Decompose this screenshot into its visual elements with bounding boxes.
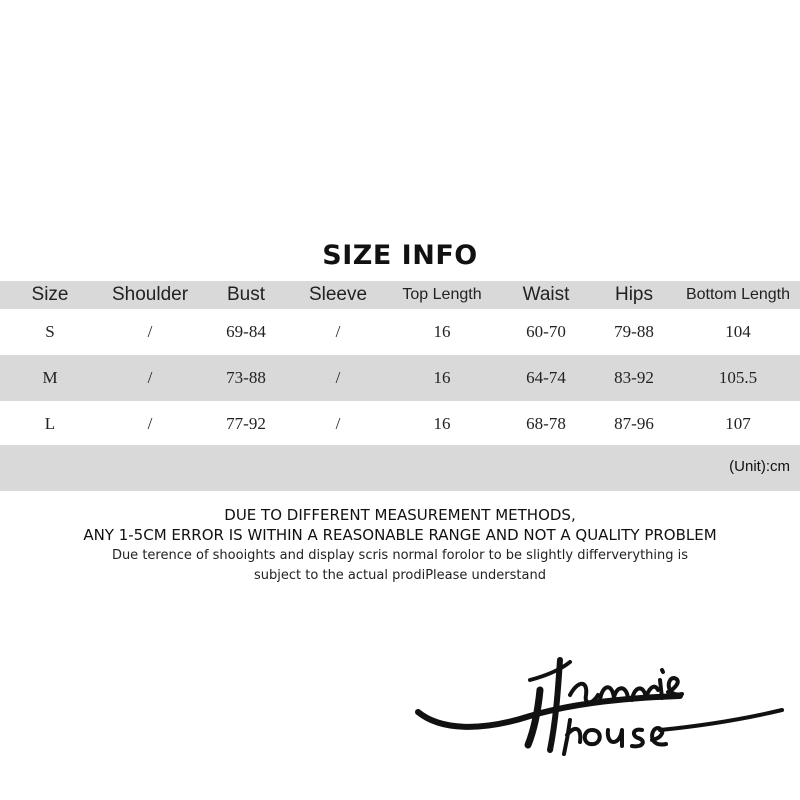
cell-hips: 87-96 (614, 414, 654, 433)
notice-line-2: ANY 1-5CM ERROR IS WITHIN A REASONABLE RANGE AND NOT A QUALITY PROBLEM (83, 526, 717, 544)
header-sleeve: Sleeve (292, 281, 384, 309)
cell-size: L (44, 414, 56, 433)
cell-bottom-length: 107 (725, 414, 751, 433)
measurement-notice (0, 505, 800, 545)
table-header-row (0, 281, 800, 309)
cell-size: S (45, 322, 55, 341)
header-bottom-length: Bottom Length (676, 281, 800, 309)
unit-label: (Unit):cm (729, 458, 790, 475)
page-title: SIZE INFO (322, 240, 478, 271)
cell-waist: 64-74 (500, 355, 592, 401)
disclaimer-line-1: Due terence of shooights and display scris normal forolor to be slightly differverything is (111, 548, 689, 563)
brand-logo (410, 650, 790, 760)
cell-top-length: 16 (384, 355, 500, 401)
cell-top-length: 16 (433, 322, 451, 341)
size-table (0, 281, 800, 447)
cell-waist: 68-78 (526, 414, 566, 433)
cell-shoulder: / (147, 322, 153, 341)
cell-sleeve: / (335, 414, 341, 433)
header-top-length: Top Length (384, 281, 500, 309)
cell-shoulder: / (100, 355, 200, 401)
cell-hips: 79-88 (614, 322, 654, 341)
table-row (0, 355, 800, 401)
header-bust: Bust (200, 281, 292, 309)
header-shoulder: Shoulder (100, 281, 200, 309)
cell-bust: 77-92 (226, 414, 266, 433)
table-row (0, 401, 800, 447)
cell-sleeve: / (292, 355, 384, 401)
color-disclaimer (0, 546, 800, 586)
table-row (0, 309, 800, 355)
disclaimer-line-2: subject to the actual prodiPlease understand (254, 568, 546, 583)
cell-waist: 60-70 (526, 322, 566, 341)
unit-bar (0, 445, 800, 491)
notice-line-1: DUE TO DIFFERENT MEASUREMENT METHODS, (224, 506, 576, 524)
cell-bust: 69-84 (226, 322, 266, 341)
header-size: Size (0, 281, 100, 309)
cell-bust: 73-88 (200, 355, 292, 401)
cell-hips: 83-92 (592, 355, 676, 401)
cell-bottom-length: 105.5 (676, 355, 800, 401)
cell-size: M (0, 355, 100, 401)
cell-top-length: 16 (433, 414, 451, 433)
cell-shoulder: / (147, 414, 153, 433)
cell-bottom-length: 104 (725, 322, 751, 341)
header-hips: Hips (592, 281, 676, 309)
header-waist: Waist (500, 281, 592, 309)
cell-sleeve: / (335, 322, 341, 341)
